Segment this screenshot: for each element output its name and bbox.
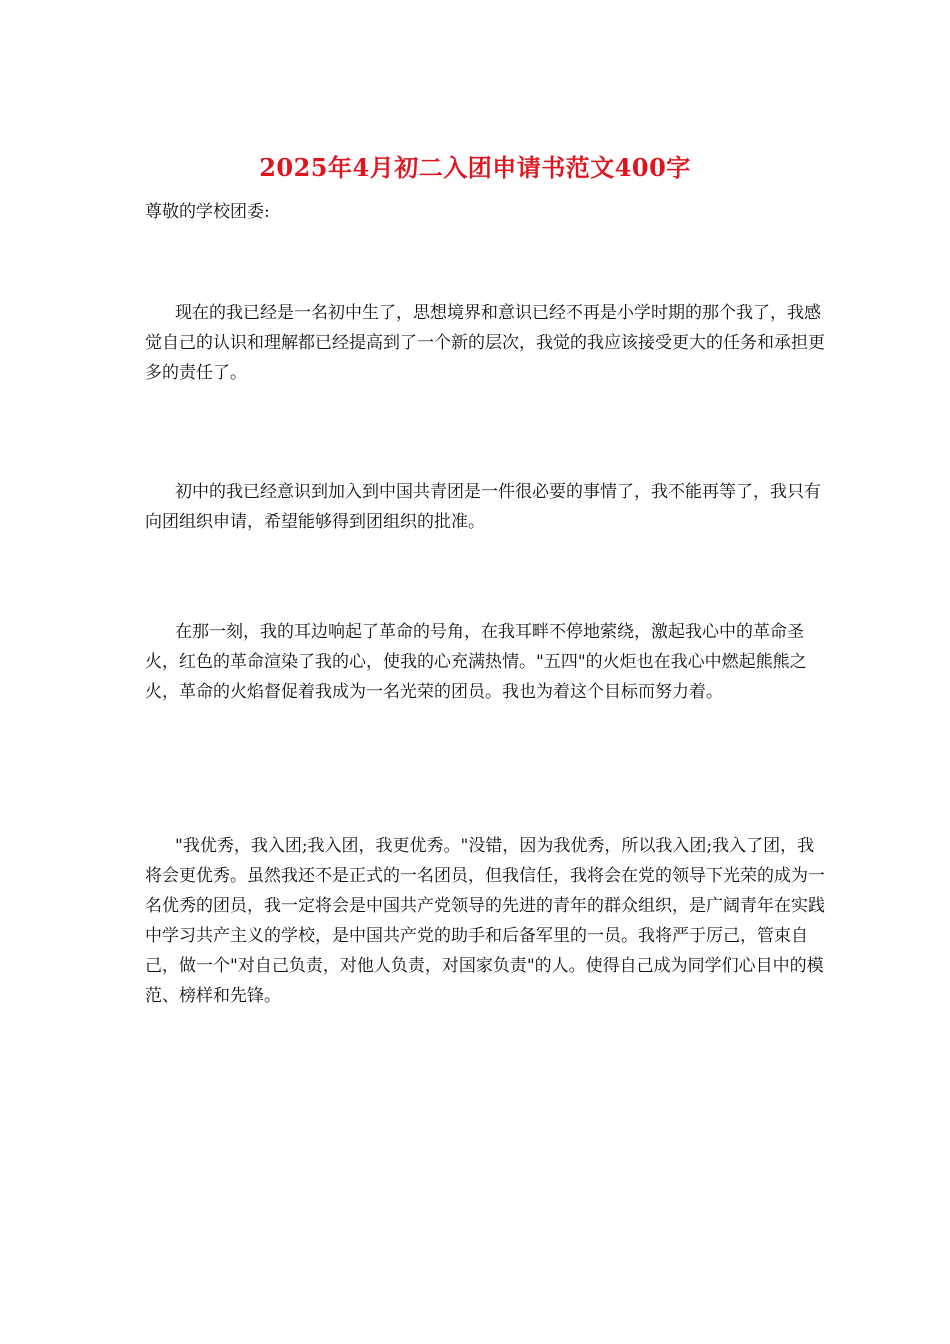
paragraph-4: "我优秀，我入团;我入团，我更优秀。"没错，因为我优秀，所以我入团;我入了团，我将会更优秀。虽然我还不是正式的一名团员，但我信任，我将会在党的领导下光荣的成为一名优秀的团员，我一定将会是中国共产党领导的先进的青年的群众组织，是广阔青年在实践中学习共产主义的学校，是中国共产党的助手和后备军里的一员。我将严于厉己，管束自己，做一个"对自己负责，对他人负责，对国家负责"的人。使得自己成为同学们心目中的模范、榜样和先锋。 <box>145 836 825 1006</box>
paragraph-1: 现在的我已经是一名初中生了，思想境界和意识已经不再是小学时期的那个我了，我感觉自己的认识和理解都已经提高到了一个新的层次，我觉的我应该接受更大的任务和承担更多的责任了。 <box>145 303 825 383</box>
paragraph-2: 初中的我已经意识到加入到中国共青团是一件很必要的事情了，我不能再等了，我只有向团组织申请，希望能够得到团组织的批准。 <box>145 482 821 532</box>
salutation: 尊敬的学校团委: <box>145 202 270 222</box>
paragraph-3: 在那一刻，我的耳边响起了革命的号角，在我耳畔不停地萦绕，激起我心中的革命圣火，红色的革命渲染了我的心，使我的心充满热情。"五四"的火炬也在我心中燃起熊熊之火，革命的火焰督促着我成为一名光荣的团员。我也为着这个目标而努力着。 <box>145 622 807 702</box>
document-title: 2025年4月初二入团申请书范文400字 <box>259 153 691 182</box>
